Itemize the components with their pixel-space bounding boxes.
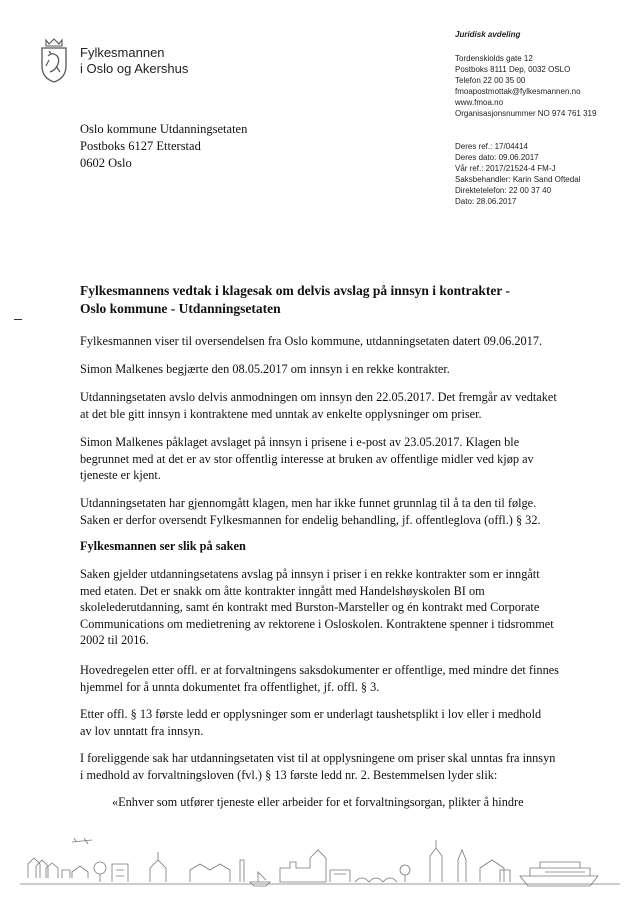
website-link[interactable]: www.fmoa.no — [455, 98, 504, 107]
paragraph-line: Hovedregelen etter offl. er at forvaltningens saksdokumenter er offentlige, med mindre det finnes — [80, 663, 559, 677]
paragraph-line: Communications om medietrening av rektorene i Osloskolen. Kontraktene spenner i tidsrommet — [80, 616, 554, 631]
paragraph — [80, 566, 554, 649]
logo-name-line1: Fylkesmannen — [80, 45, 165, 60]
address-line: Organisasjonsnummer NO 974 761 319 — [455, 109, 597, 118]
quote — [112, 794, 524, 811]
paragraph-line: Saken gjelder utdanningsetatens avslag på innsyn i priser i en rekke kontrakter som er inngått — [80, 567, 540, 581]
paragraph-line: i medhold av forvaltningsloven (fvl.) § 13 første ledd nr. 2. Bestemmelsen lyder slik: — [80, 767, 498, 782]
letter-date: Dato: 28.06.2017 — [455, 197, 517, 206]
ref-line: Saksbehandler: Karin Sand Oftedal — [455, 175, 581, 184]
title-line: Oslo kommune - Utdanningsetaten — [80, 301, 281, 316]
paragraph-line: Simon Malkenes påklaget avslaget på innsyn i prisene i e-post av 23.05.2017. Klagen ble — [80, 435, 520, 449]
paragraph-line: skolelederutdanning, samt én kontrakt med Burston-Marsteller og én kontrakt med Corporate — [80, 600, 540, 614]
paragraph-line: Etter offl. § 13 første ledd er opplysninger som er underlagt taushetsplikt i lov eller i medhold — [80, 707, 542, 721]
recipient-line: Postboks 6127 Etterstad — [80, 139, 201, 153]
email-link[interactable]: fmoapostmottak@fylkesmannen.no — [455, 87, 581, 96]
letter-title — [80, 282, 510, 318]
paragraph-line: Fylkesmannen viser til oversendelsen fra Oslo kommune, utdanningsetaten datert 09.06.2017. — [80, 334, 543, 348]
fold-mark — [14, 319, 22, 320]
paragraph-line: at det ble gitt innsyn i kontraktene med unntak av enkelte opplysninger om priser. — [80, 406, 482, 421]
paragraph — [80, 434, 534, 484]
paragraph-line: Utdanningsetaten avslo delvis anmodningen om innsyn den 22.05.2017. Det fremgår av vedtaket — [80, 390, 557, 404]
paragraph — [80, 706, 541, 739]
paragraph — [80, 662, 559, 695]
recipient-address — [80, 121, 247, 172]
department-name: Juridisk avdeling — [455, 30, 521, 39]
address-line: Tordenskiolds gate 12 — [455, 54, 533, 63]
paragraph-line: med etaten. Det er snakk om åtte kontrakter inngått med Handelshøyskolen BI om — [80, 583, 485, 598]
paragraph — [80, 750, 555, 783]
section-heading: Fylkesmannen ser slik på saken — [80, 539, 246, 553]
paragraph-line: Saken er derfor oversendt Fylkesmannen for endelig behandling, jf. offentleglova (offl.) § 32. — [80, 512, 541, 527]
ref-line: Direktetelefon: 22 00 37 40 — [455, 186, 552, 195]
logo-name — [80, 45, 188, 77]
paragraph-line: hjemmel for å unnta dokumentet fra offentlighet, jf. offl. § 3. — [80, 679, 380, 694]
paragraph — [80, 361, 450, 378]
recipient-line: 0602 Oslo — [80, 156, 132, 170]
paragraph-line: av lov unntatt fra innsyn. — [80, 723, 204, 738]
logo-name-line2: i Oslo og Akershus — [80, 61, 189, 76]
coat-of-arms-icon — [36, 36, 72, 84]
ref-line: Vår ref.: 2017/21524-4 FM-J — [455, 164, 556, 173]
quote-line: «Enhver som utfører tjeneste eller arbeider for et forvaltningsorgan, plikter å hindre — [112, 795, 524, 809]
reference-block — [455, 141, 580, 196]
ref-line: Deres dato: 09.06.2017 — [455, 153, 539, 162]
address-line: Postboks 8111 Dep, 0032 OSLO — [455, 65, 571, 74]
paragraph-line: 2002 til 2016. — [80, 633, 149, 647]
paragraph-line: begrunnet med at det er av stor offentlig interesse at bruken av offentlige midler ved kjøp av — [80, 451, 534, 466]
recipient-line: Oslo kommune Utdanningsetaten — [80, 122, 248, 136]
skyline-illustration — [0, 830, 638, 890]
title-line: Fylkesmannens vedtak i klagesak om delvis avslag på innsyn i kontrakter - — [80, 283, 510, 298]
paragraph — [80, 495, 541, 528]
paragraph — [80, 333, 542, 350]
paragraph-line: Utdanningsetaten har gjennomgått klagen, men har ikke funnet grunnlag til å ta den til følge. — [80, 496, 537, 510]
address-line: Telefon 22 00 35 00 — [455, 76, 526, 85]
paragraph-line: tjeneste er kjent. — [80, 468, 161, 482]
department-address — [455, 53, 596, 119]
paragraph-line: Simon Malkenes begjærte den 08.05.2017 om innsyn i en rekke kontrakter. — [80, 362, 450, 376]
paragraph-line: I foreliggende sak har utdanningsetaten vist til at opplysningene om priser skal unntas fra innsyn — [80, 751, 556, 765]
paragraph — [80, 389, 557, 422]
ref-line: Deres ref.: 17/04414 — [455, 142, 528, 151]
